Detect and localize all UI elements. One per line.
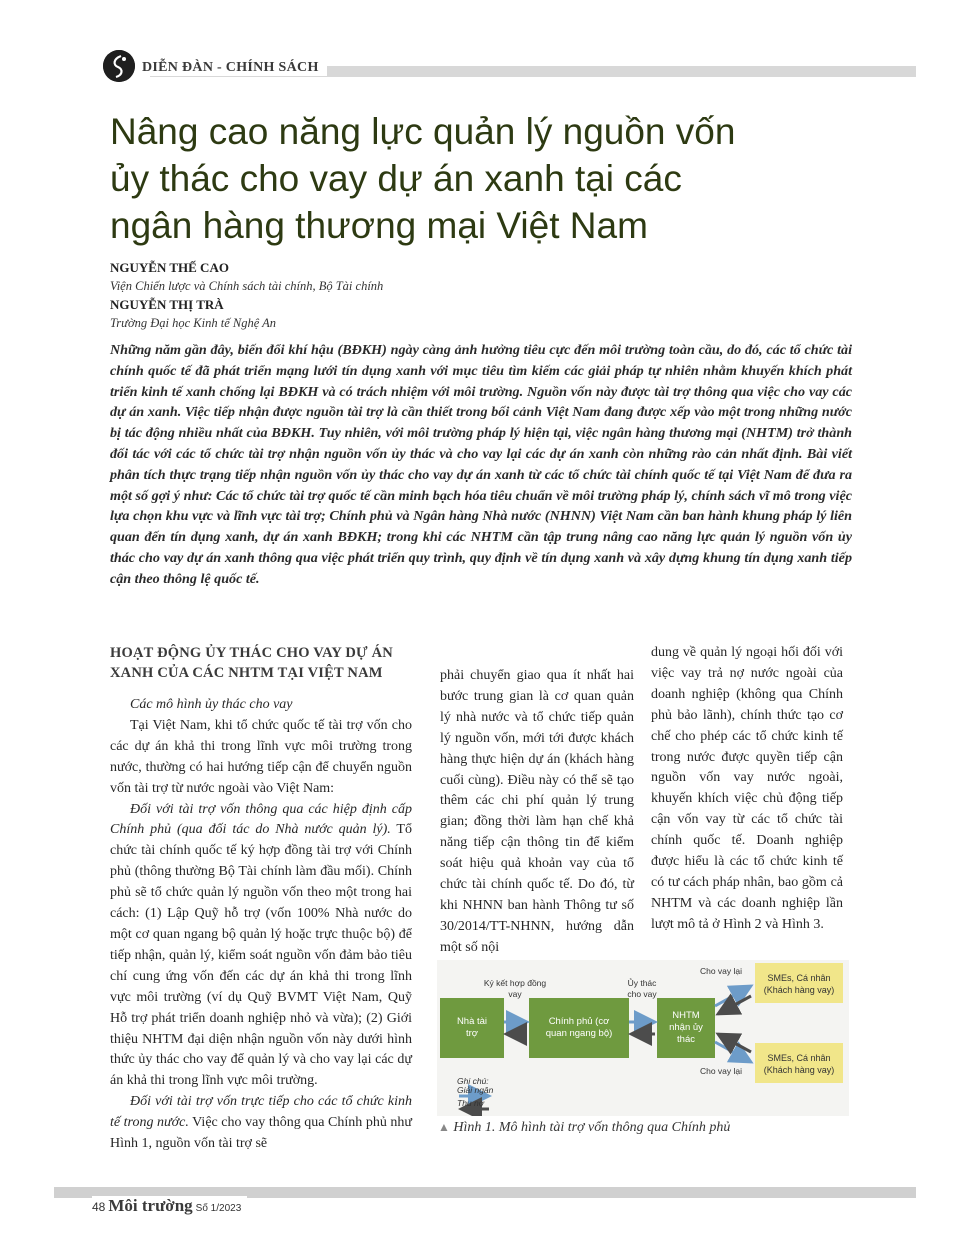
title-line-3: ngân hàng thương mại Việt Nam	[110, 205, 648, 246]
government-label: Chính phủ (cơ	[548, 1016, 610, 1027]
legend-disburse-label: Giải ngân	[457, 1085, 494, 1095]
article-title	[110, 108, 870, 249]
bank-label: NHTM	[672, 1010, 700, 1021]
paragraph-body: Việc cho vay thông qua Chính phủ như Hình 1, nguồn vốn tài trợ sẽ	[110, 1115, 412, 1152]
paragraph	[110, 1092, 412, 1155]
entrust-label: Ủy thác	[627, 978, 657, 988]
sme-box-bottom	[755, 1043, 843, 1083]
legend-collect-label: Thu nợ	[457, 1098, 484, 1108]
donor-label: Nhà tài	[456, 1016, 488, 1027]
figure-caption	[438, 1120, 730, 1136]
title-line-1: Nâng cao năng lực quản lý nguồn vốn	[110, 111, 736, 152]
column-2	[440, 666, 634, 959]
sme-bottom-label: (Khách hàng vay)	[763, 1065, 835, 1075]
collect-arrow	[718, 996, 751, 1014]
sme-box-top	[755, 963, 843, 1003]
paragraph: phải chuyển giao qua ít nhất hai bước trung gian là cơ quan quản lý nhà nước và tổ chức tiếp quản lý nguồn vốn, mới tới được khách hàng thực hiện dự án (khách hàng cuối cùng). Điều này có thể sẽ tạo thêm các chi phí quản lý trung gian; đồng thời làm hạn chế khả năng tiếp cận thông tin để kiểm soát hiệu quả khoản vay của tổ chức tài chính quốc tế. Do đó, từ khi NHNN ban hành Thông tư số 30/2014/TT-NHNN, hướng dẫn một số nội	[440, 668, 634, 955]
paragraph: Tại Việt Nam, khi tổ chức quốc tế tài trợ vốn cho các dự án khả thi trong lĩnh vực môi trường trong nước, thường có hai hướng tiếp cận để chuyển nguồn vốn tài trợ từ nước ngoài vào Việt Nam:	[110, 717, 412, 796]
footer	[92, 1196, 247, 1216]
disburse-arrow	[715, 986, 751, 1006]
magazine-logo-icon	[103, 50, 135, 82]
donor-label: trợ	[465, 1028, 479, 1039]
subheading: Các mô hình ủy thác cho vay	[130, 697, 293, 712]
section-label: DIỄN ĐÀN - CHÍNH SÁCH	[140, 60, 327, 76]
section-heading-line-1: HOẠT ĐỘNG ỦY THÁC CHO VAY DỰ ÁN	[110, 645, 393, 661]
bank-label: nhận ủy	[669, 1022, 703, 1033]
author-name: NGUYỄN THỊ TRÀ	[110, 297, 224, 312]
sme-top-label: SMEs, Cá nhân	[767, 973, 831, 983]
contract-label: Ký kết hợp đồng	[483, 978, 547, 988]
entrust-label: cho vay	[627, 989, 657, 999]
section-heading-line-2: XANH CỦA CÁC NHTM TẠI VIỆT NAM	[110, 665, 383, 681]
collect-arrow	[718, 1034, 751, 1052]
relend-label-bottom: Cho vay lại	[699, 1066, 743, 1076]
sme-bottom-label: SMEs, Cá nhân	[767, 1053, 831, 1063]
sme-top-label: (Khách hàng vay)	[763, 985, 835, 995]
author-affiliation: Trường Đại học Kinh tế Nghệ An	[110, 316, 277, 330]
abstract: Những năm gần đây, biến đổi khí hậu (BĐKH) ngày càng ảnh hưởng tiêu cực đến môi trường toàn cầu, do đó, các tổ chức tài chính quốc tế đã phát triển mạng lưới tín dụng xanh với mục tiêu tìm kiếm các giải pháp tự nhiên nhằm khuyến khích phát triển kinh tế xanh chống lại BĐKH và có trách nhiệm với môi trường. Nguồn vốn này được tài trợ thông qua việc cho vay các dự án xanh. Việc tiếp nhận được nguồn tài trợ là cần thiết trong bối cảnh Việt Nam đang được xếp vào một trong những nước bị tác động nhiều nhất của BĐKH. Tuy nhiên, với môi trường pháp lý hiện tại, việc ngân hàng thương mại (NHTM) trở thành đối tác với các tổ chức tài trợ nhận nguồn vốn ủy thác và cho vay lại các dự án xanh còn những rào cản nhất định. Bài viết phân tích thực trạng tiếp nhận nguồn vốn ủy thác cho vay dự án xanh từ các tổ chức tài chính quốc tế tại Việt Nam để đưa ra một số gợi ý như: Các tổ chức tài trợ quốc tế cần minh bạch hóa tiêu chuẩn về môi trường pháp lý, chính sách vĩ mô trong việc lựa chọn khu vực và lĩnh vực tài trợ; Chính phủ và Ngân hàng Nhà nước (NHNN) Việt Nam cần ban hành khung pháp lý liên quan đến tín dụng xanh, dự án xanh BĐKH; trong khi các NHTM cần tập trung nâng cao năng lực quản lý nguồn vốn ủy thác cho vay dự án xanh thông qua việc phát triển quy trình, quy định về tín dụng xanh và xây dựng khung tín dụng xanh tiếp cận theo thông lệ quốc tế.	[110, 342, 852, 587]
disburse-arrow	[715, 1042, 751, 1062]
legend-title: Ghi chú:	[457, 1076, 489, 1086]
bank-label: thác	[677, 1034, 695, 1045]
triangle-icon: ▲	[438, 1120, 450, 1134]
column-1	[110, 643, 412, 1155]
contract-label: vay	[508, 989, 522, 999]
magazine-name: Môi trường	[108, 1196, 193, 1215]
paragraph: dung về quản lý ngoại hối đối với việc vay trả nợ nước ngoài của doanh nghiệp (không qua Chính phủ bảo lãnh), chính thức tạo cơ chế cho phép các tổ chức kinh tế trong nước được quyền tiếp cận nguồn vốn vay nước ngoài, khuyến khích việc chủ động tiếp cận vốn vay từ các tổ chức tài chính quốc tế. Doanh nghiệp được hiểu là các tổ chức kinh tế có tư cách pháp nhân, bao gồm cả NHTM và các doanh nghiệp lần lượt mô tả ở Hình 2 và Hình 3.	[651, 645, 843, 932]
column-3	[651, 643, 843, 936]
section-heading	[110, 643, 412, 683]
paragraph-lead: Đối với tài trợ vốn trực tiếp cho các tổ chức kinh tế trong nước.	[110, 1094, 412, 1131]
paragraph	[110, 800, 412, 1093]
page-number: 48	[92, 1200, 106, 1214]
figure-caption-text: Hình 1. Mô hình tài trợ vốn thông qua Chính phủ	[453, 1120, 731, 1135]
paragraph-lead: Đối với tài trợ vốn thông qua các hiệp định cấp Chính phủ (qua đối tác do Nhà nước quản lý).	[110, 801, 412, 838]
author-affiliation: Viện Chiến lược và Chính sách tài chính, Bộ Tài chính	[110, 279, 384, 293]
paragraph-body: Tổ chức tài chính quốc tế ký hợp đồng tài trợ với Chính phủ (thông thường Bộ Tài chính làm đầu mối). Chính phủ sẽ tổ chức quản lý nguồn vốn theo một trong hai cách: (1) Lập Quỹ hỗ trợ (vốn 100% Nhà nước do một cơ quan ngang bộ quản lý hoặc trực thuộc bộ) để tiếp nhận, quản lý, kiểm soát nguồn vốn đảm bảo tiêu chí cung ứng vốn đến các dự án khả thi trong lĩnh vực môi trường (ví dụ Quỹ BVMT Việt Nam, Quỹ Hỗ trợ phát triển doanh nghiệp nhỏ và vừa); (2) Giới thiệu NHTM đại diện nhận nguồn vốn này dưới hình thức ủy thác cho vay để quản lý và cho vay lại các dự án khả thi trong lĩnh vực môi trường.	[110, 822, 412, 1089]
author-name: NGUYỄN THẾ CAO	[110, 260, 229, 275]
relend-label-top: Cho vay lại	[699, 966, 743, 976]
issue-number: Số 1/2023	[195, 1203, 242, 1214]
government-label: quan ngang bộ)	[545, 1028, 613, 1039]
title-line-2: ủy thác cho vay dự án xanh tại các	[110, 158, 682, 199]
figure-1-diagram	[437, 960, 849, 1116]
